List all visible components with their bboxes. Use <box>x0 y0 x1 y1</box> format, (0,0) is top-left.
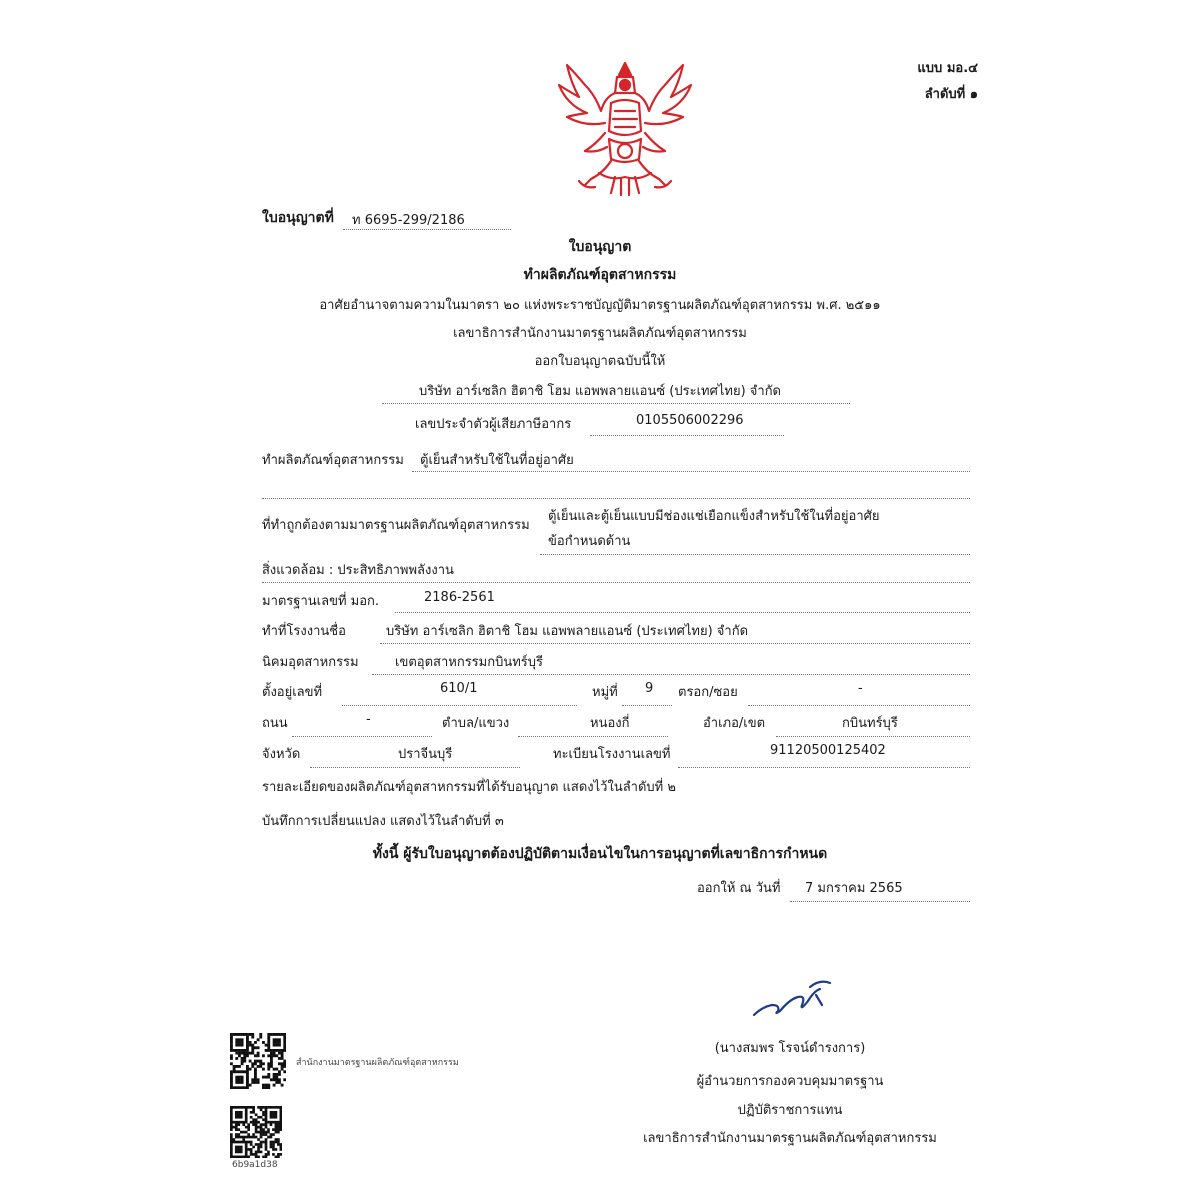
tax-label: เลขประจำตัวผู้เสียภาษีอากร <box>415 417 572 432</box>
road-label: ถนน <box>262 716 288 731</box>
standard-desc-line1: ตู้เย็นและตู้เย็นแบบมีช่องแช่เยือกแข็งสำหรับใช้ในที่อยู่อาศัย <box>548 509 880 524</box>
tax-value: 0105506002296 <box>636 413 744 428</box>
estate-value: เขตอุตสาหกรรมกบินทร์บุรี <box>395 655 544 670</box>
moo-label: หมู่ที่ <box>592 685 618 700</box>
signature-image <box>750 975 835 1020</box>
qr2-caption: 6b9a1d38 <box>232 1160 278 1170</box>
issue-value: 7 มกราคม 2565 <box>805 881 903 896</box>
soi-label: ตรอก/ซอย <box>678 685 738 700</box>
standard-desc-line2: ข้อกำหนดด้าน <box>548 534 631 549</box>
signer-position1: ผู้อำนวยการกองควบคุมมาตรฐาน <box>696 1074 884 1089</box>
house-label: ตั้งอยู่เลขที่ <box>262 685 323 700</box>
license-no-value: ท 6695-299/2186 <box>352 213 465 228</box>
details-note: รายละเอียดของผลิตภัณฑ์อุตสาหกรรมที่ได้รับอนุญาต แสดงไว้ในลำดับที่ ๒ <box>262 780 676 795</box>
soi-value: - <box>858 681 863 696</box>
district-label: อำเภอ/เขต <box>703 716 766 731</box>
signer-position3: เลขาธิการสำนักงานมาตรฐานผลิตภัณฑ์อุตสาหกรรม <box>643 1131 937 1146</box>
standard-desc-line3: สิ่งแวดล้อม : ประสิทธิภาพพลังงาน <box>262 563 454 578</box>
preamble-line1: อาศัยอำนาจตามความในมาตรา ๒๐ แห่งพระราชบัญญัติมาตรฐานผลิตภัณฑ์อุตสาหกรรม พ.ศ. ๒๕๑๑ <box>319 298 881 313</box>
qr-code-icon <box>230 1033 286 1089</box>
product-value: ตู้เย็นสำหรับใช้ในที่อยู่อาศัย <box>420 453 574 468</box>
preamble-line2: เลขาธิการสำนักงานมาตรฐานผลิตภัณฑ์อุตสาหกรรม <box>453 326 747 341</box>
product-label: ทำผลิตภัณฑ์อุตสาหกรรม <box>262 453 404 468</box>
title-line2: ทำผลิตภัณฑ์อุตสาหกรรม <box>523 267 677 283</box>
standard-desc-label: ที่ทำถูกต้องตามมาตรฐานผลิตภัณฑ์อุตสาหกรรม <box>262 518 530 533</box>
issue-label: ออกให้ ณ วันที่ <box>697 881 781 896</box>
preamble-line3: ออกใบอนุญาตฉบับนี้ให้ <box>534 354 666 369</box>
standard-no-value: 2186-2561 <box>424 590 495 605</box>
changes-note: บันทึกการเปลี่ยนแปลง แสดงไว้ในลำดับที่ ๓ <box>262 814 504 829</box>
province-label: จังหวัด <box>262 747 301 762</box>
province-value: ปราจีนบุรี <box>398 747 453 762</box>
factory-reg-label: ทะเบียนโรงงานเลขที่ <box>553 747 671 762</box>
license-no-label: ใบอนุญาตที่ <box>262 210 334 226</box>
conditions-note: ทั้งนี้ ผู้รับใบอนุญาตต้องปฏิบัติตามเงื่อนไขในการอนุญาตที่เลขาธิการกำหนด <box>372 846 828 862</box>
district-value: กบินทร์บุรี <box>842 716 898 731</box>
subdistrict-label: ตำบล/แขวง <box>442 716 510 731</box>
garuda-emblem <box>555 55 695 200</box>
licensee-name: บริษัท อาร์เซลิก ฮิตาชิ โฮม แอพพลายแอนซ์ (ประเทศไทย) จำกัด <box>418 384 782 399</box>
factory-label: ทำที่โรงงานชื่อ <box>262 624 346 639</box>
form-code: แบบ มอ.๔ <box>917 61 978 76</box>
title-line1: ใบอนุญาต <box>568 239 632 255</box>
signer-name: (นางสมพร โรจน์ดำรงการ) <box>714 1041 866 1056</box>
factory-reg-value: 91120500125402 <box>770 743 886 758</box>
road-value: - <box>366 712 371 727</box>
qr-code-icon <box>230 1106 282 1158</box>
standard-no-label: มาตรฐานเลขที่ มอก. <box>262 594 380 609</box>
factory-value: บริษัท อาร์เซลิก ฮิตาชิ โฮม แอพพลายแอนซ์ (ประเทศไทย) จำกัด <box>386 624 749 639</box>
qr1-caption: สำนักงานมาตรฐานผลิตภัณฑ์อุตสาหกรรม <box>296 1058 459 1068</box>
signer-position2: ปฏิบัติราชการแทน <box>737 1103 843 1118</box>
house-value: 610/1 <box>440 681 478 696</box>
moo-value: 9 <box>645 681 654 696</box>
subdistrict-value: หนองกี่ <box>590 716 630 731</box>
estate-label: นิคมอุตสาหกรรม <box>262 655 359 670</box>
form-sequence: ลำดับที่ ๑ <box>924 87 978 102</box>
